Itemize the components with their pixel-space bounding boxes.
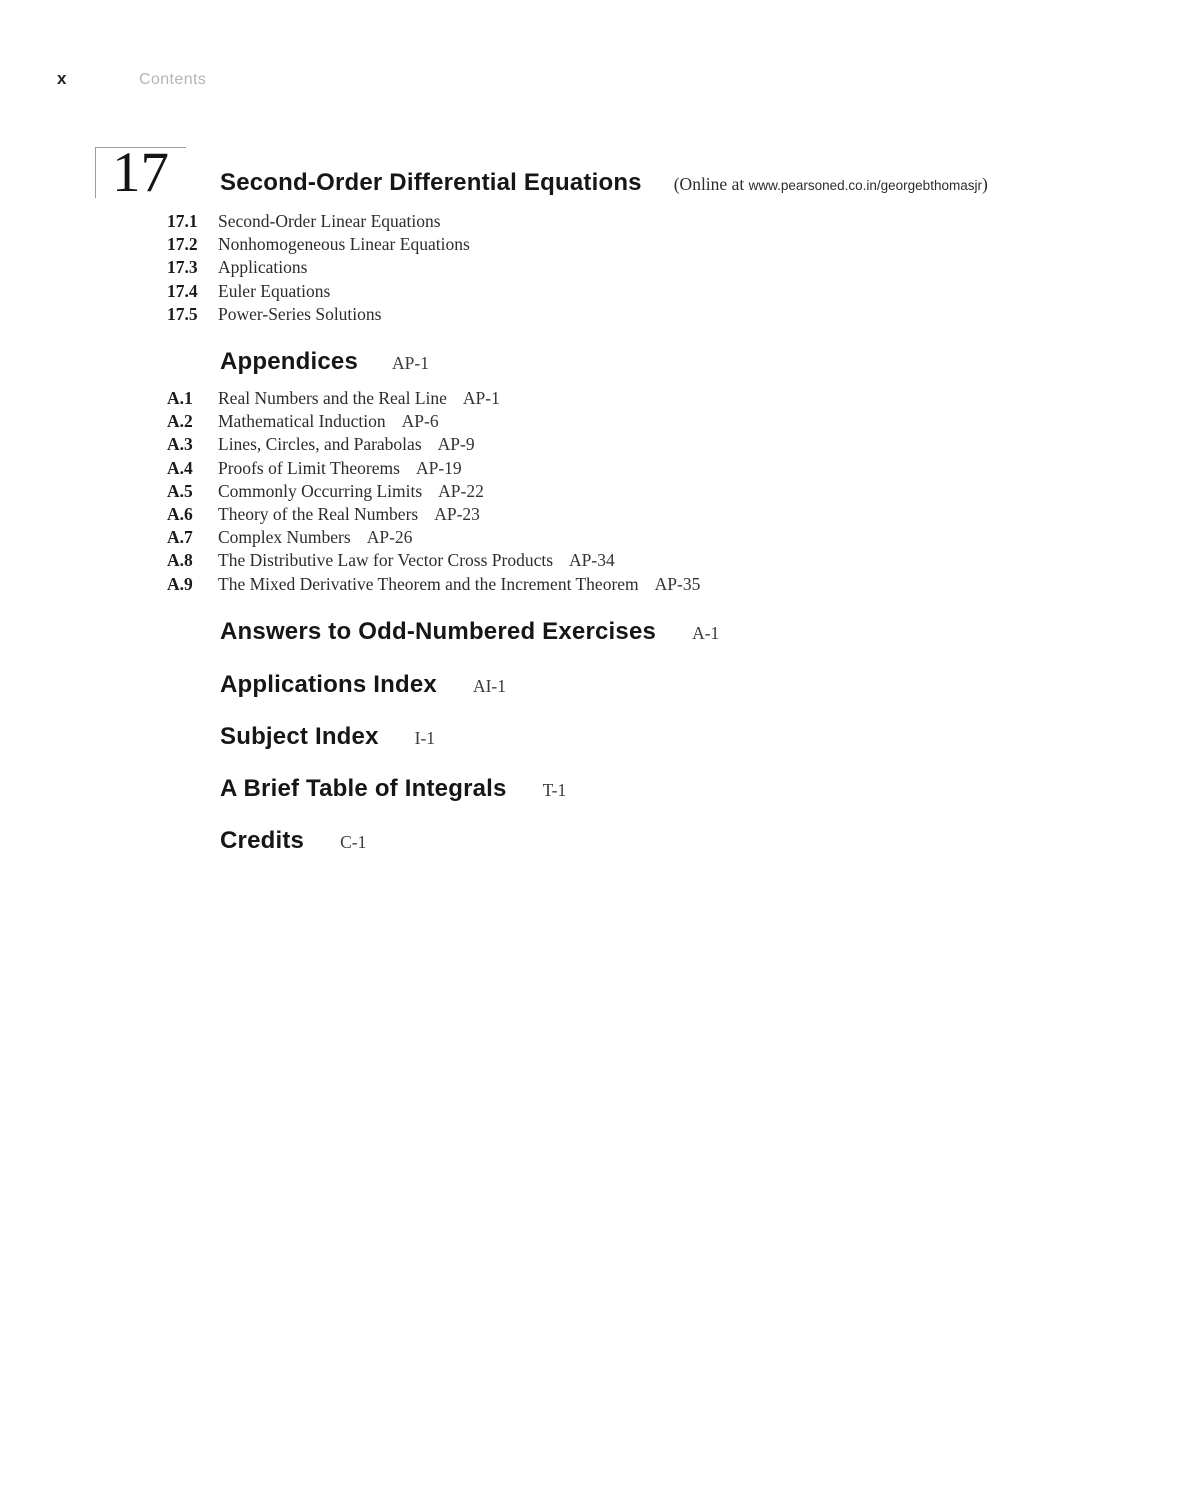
appendix-number: A.9 [167,573,193,594]
section-row [167,211,470,234]
section-number: 17.3 [167,257,198,278]
page-ref: AI-1 [472,676,507,696]
chapter-sections-list [167,211,470,327]
section-number: 17.1 [167,211,198,231]
page-number: x [57,69,67,88]
section-title: Euler Equations [218,280,331,301]
section-row [167,281,470,304]
back-matter-row [220,618,719,646]
page-ref: AP-34 [569,550,615,571]
back-matter-row [220,827,366,855]
page-ref: AP-22 [438,480,484,501]
appendix-number: A.3 [167,434,193,455]
appendix-row [167,411,700,434]
appendix-row [167,550,700,573]
back-matter-heading: A Brief Table of Integrals [220,775,507,802]
back-matter-row [220,775,566,803]
appendix-number: A.6 [167,503,193,524]
appendices-heading: Appendices [220,348,359,375]
appendix-number: A.1 [167,388,193,408]
appendix-title: Real Numbers and the Real Line [218,388,447,408]
page-ref: AP-9 [437,434,475,455]
section-number: 17.4 [167,280,198,301]
appendix-row [167,574,700,597]
section-number: 17.5 [167,303,198,324]
appendix-row [167,481,700,504]
page-ref: AP-26 [366,527,413,548]
chapter-number: 17 [112,141,169,204]
section-title: Second-Order Linear Equations [218,211,441,231]
appendix-title: Proofs of Limit Theorems [218,457,400,478]
online-note-url: www.pearsoned.co.in/georgebthomasjr [748,178,982,193]
appendix-title: Theory of the Real Numbers [218,503,419,524]
appendix-list [167,388,700,597]
page-ref: A-1 [692,623,720,643]
page-ref: AP-6 [401,411,439,432]
page-ref: AP-23 [434,503,480,524]
online-note-suffix: ) [981,174,988,194]
page-ref: AP-35 [654,573,701,594]
chapter-title: Second-Order Differential Equations [220,169,642,196]
appendices-heading-row [220,348,429,376]
appendix-title: Mathematical Induction [218,411,386,432]
appendix-title: Lines, Circles, and Parabolas [218,434,422,455]
page-ref: AP-1 [392,353,429,373]
page-ref: T-1 [542,780,567,800]
section-number: 17.2 [167,234,198,255]
appendix-row [167,434,700,457]
section-title: Nonhomogeneous Linear Equations [218,234,470,255]
back-matter-heading: Applications Index [220,671,437,698]
section-title: Applications [218,257,308,278]
appendix-title: Commonly Occurring Limits [218,480,423,501]
page-ref: AP-19 [415,457,462,478]
page-ref: I-1 [414,728,436,748]
appendix-row [167,458,700,481]
page-ref: AP-1 [462,388,500,408]
running-head: Contents [139,71,207,88]
appendix-number: A.5 [167,480,193,501]
section-row [167,234,470,257]
appendix-title: Complex Numbers [218,527,351,548]
appendix-title: The Mixed Derivative Theorem and the Increment Theorem [218,573,639,594]
page-ref: C-1 [340,832,367,852]
appendix-row [167,388,700,411]
appendix-number: A.2 [167,411,193,432]
appendix-number: A.8 [167,550,193,571]
appendix-row [167,527,700,550]
appendix-title: The Distributive Law for Vector Cross Products [218,550,554,571]
back-matter-row [220,723,435,751]
section-row [167,257,470,280]
appendix-number: A.7 [167,527,193,548]
back-matter-heading: Subject Index [220,723,379,750]
chapter-title-row [220,169,988,197]
section-row [167,304,470,327]
section-title: Power-Series Solutions [218,303,382,324]
appendix-number: A.4 [167,457,193,478]
appendix-row [167,504,700,527]
online-note [674,174,988,195]
online-note-prefix: (Online at [673,174,749,194]
back-matter-row [220,671,506,699]
back-matter-heading: Answers to Odd-Numbered Exercises [220,618,657,645]
back-matter-heading: Credits [220,827,305,854]
